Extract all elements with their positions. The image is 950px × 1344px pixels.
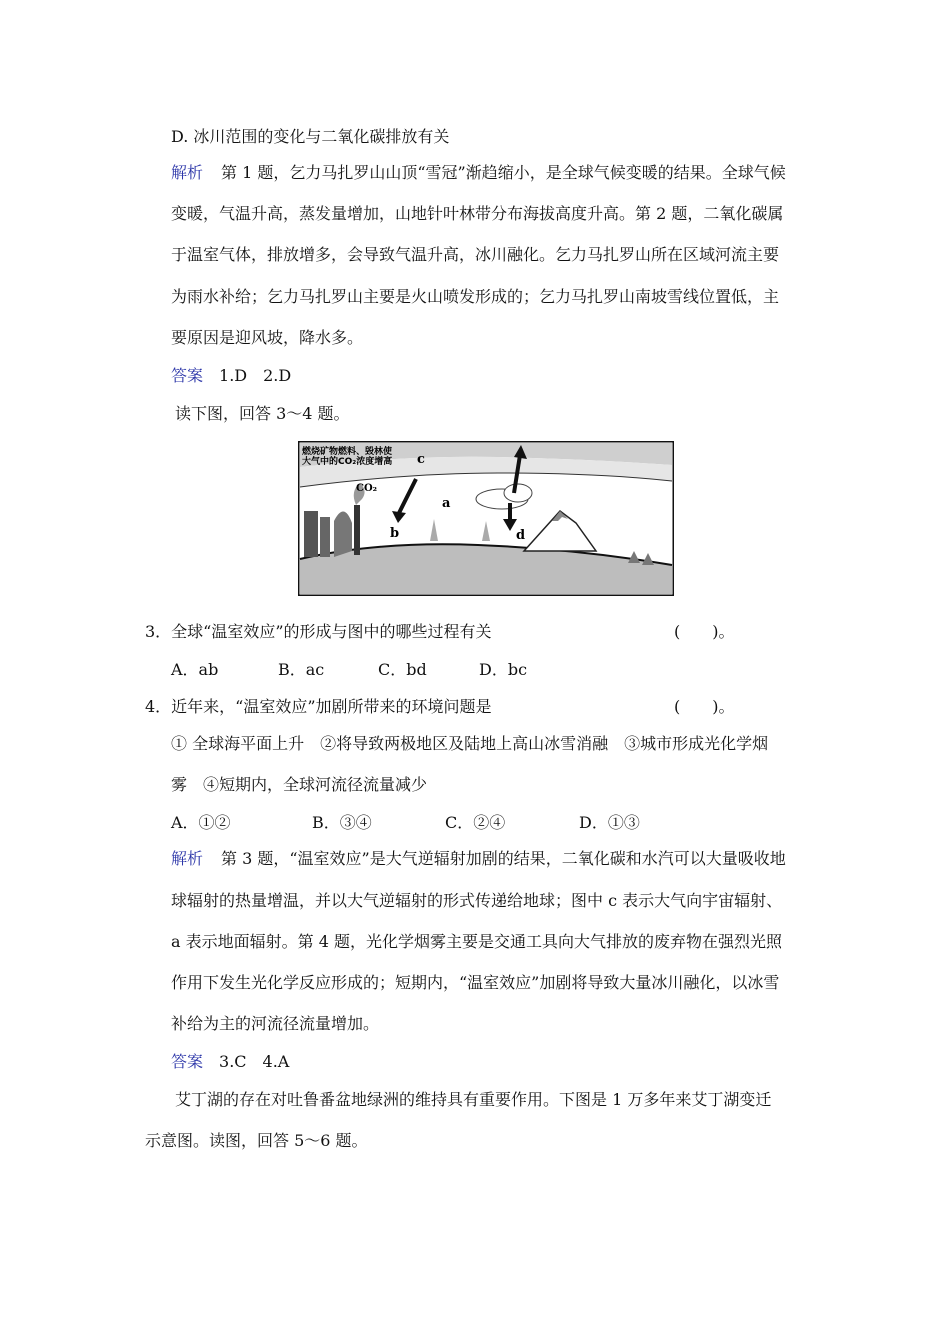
q4-option-b: B．③④ — [312, 813, 372, 832]
option-d: D. 冰川范围的变化与二氧化碳排放有关 — [171, 127, 450, 146]
q4-option-d: D．①③ — [579, 813, 640, 832]
q4-items-line-2: 雾 ④短期内，全球河流径流量减少 — [171, 775, 428, 794]
q4-option-c: C．②④ — [445, 813, 506, 832]
greenhouse-diagram — [298, 441, 674, 596]
answer-1 — [171, 365, 291, 387]
analysis-2-line-1 — [171, 848, 786, 870]
q4-paren: ( )。 — [674, 697, 735, 716]
analysis-1-line-4: 为雨水补给；乞力马扎罗山主要是火山喷发形成的；乞力马扎罗山南坡雪线位置低，主 — [171, 287, 780, 306]
answer-text: 1.D 2.D — [219, 366, 292, 385]
label-c: c — [417, 452, 425, 467]
q3-option-d: D．bc — [479, 660, 528, 679]
analysis-text: 第 1 题，乞力马扎罗山山顶“雪冠”渐趋缩小，是全球气候变暖的结果。全球气候 — [221, 163, 786, 182]
analysis-2-line-2: 球辐射的热量增温，并以大气逆辐射的形式传递给地球；图中 c 表示大气向宇宙辐射、 — [171, 891, 783, 910]
analysis-text: 第 3 题，“温室效应”是大气逆辐射加剧的结果，二氧化碳和水汽可以大量吸收地 — [221, 849, 786, 868]
label-co2: CO₂ — [356, 483, 378, 494]
analysis-2-line-3: a 表示地面辐射。第 4 题，光化学烟雾主要是交通工具向大气排放的废弃物在强烈光照 — [171, 932, 782, 951]
answer-tag: 答案 — [171, 1052, 204, 1071]
q3-option-b: B．ac — [278, 660, 325, 679]
answer-tag: 答案 — [171, 366, 204, 385]
analysis-tag: 解析 — [171, 849, 204, 868]
analysis-1-line-1 — [171, 162, 786, 184]
label-b: b — [390, 526, 400, 541]
label-a: a — [442, 496, 451, 511]
label-d: d — [516, 528, 526, 543]
caption-line-2: 大气中的CO₂浓度增高 — [302, 457, 393, 467]
q3-option-a: A．ab — [171, 660, 219, 679]
analysis-2-line-5: 补给为主的河流径流量增加。 — [171, 1014, 380, 1033]
analysis-1-line-3: 于温室气体，排放增多，会导致气温升高，冰川融化。乞力马扎罗山所在区域河流主要 — [171, 245, 780, 264]
intro-2-line-1: 艾丁湖的存在对吐鲁番盆地绿洲的维持具有重要作用。下图是 1 万多年来艾丁湖变迁 — [175, 1090, 772, 1109]
caption-line-1: 燃烧矿物燃料、毁林使 — [302, 447, 393, 457]
q4-items-line-1: ① 全球海平面上升 ②将导致两极地区及陆地上高山冰雪消融 ③城市形成光化学烟 — [171, 734, 769, 753]
q3-stem: 3．全球“温室效应”的形成与图中的哪些过程有关 — [145, 622, 492, 641]
analysis-1-line-2: 变暖，气温升高，蒸发量增加，山地针叶林带分布海拔高度升高。第 2 题，二氧化碳属 — [171, 204, 784, 223]
intro-2-line-2: 示意图。读图，回答 5～6 题。 — [145, 1131, 368, 1150]
answer-text: 3.C 4.A — [219, 1052, 290, 1071]
q4-stem: 4．近年来，“温室效应”加剧所带来的环境问题是 — [145, 697, 492, 716]
intro-1: 读下图，回答 3～4 题。 — [175, 404, 350, 423]
q4-option-a: A．①② — [171, 813, 231, 832]
answer-2 — [171, 1051, 289, 1073]
q3-option-c: C．bd — [378, 660, 427, 679]
analysis-2-line-4: 作用下发生光化学反应形成的；短期内，“温室效应”加剧将导致大量冰川融化，以冰雪 — [171, 973, 780, 992]
q3-paren: ( )。 — [674, 622, 735, 641]
analysis-tag: 解析 — [171, 163, 204, 182]
analysis-1-line-5: 要原因是迎风坡，降水多。 — [171, 328, 364, 347]
